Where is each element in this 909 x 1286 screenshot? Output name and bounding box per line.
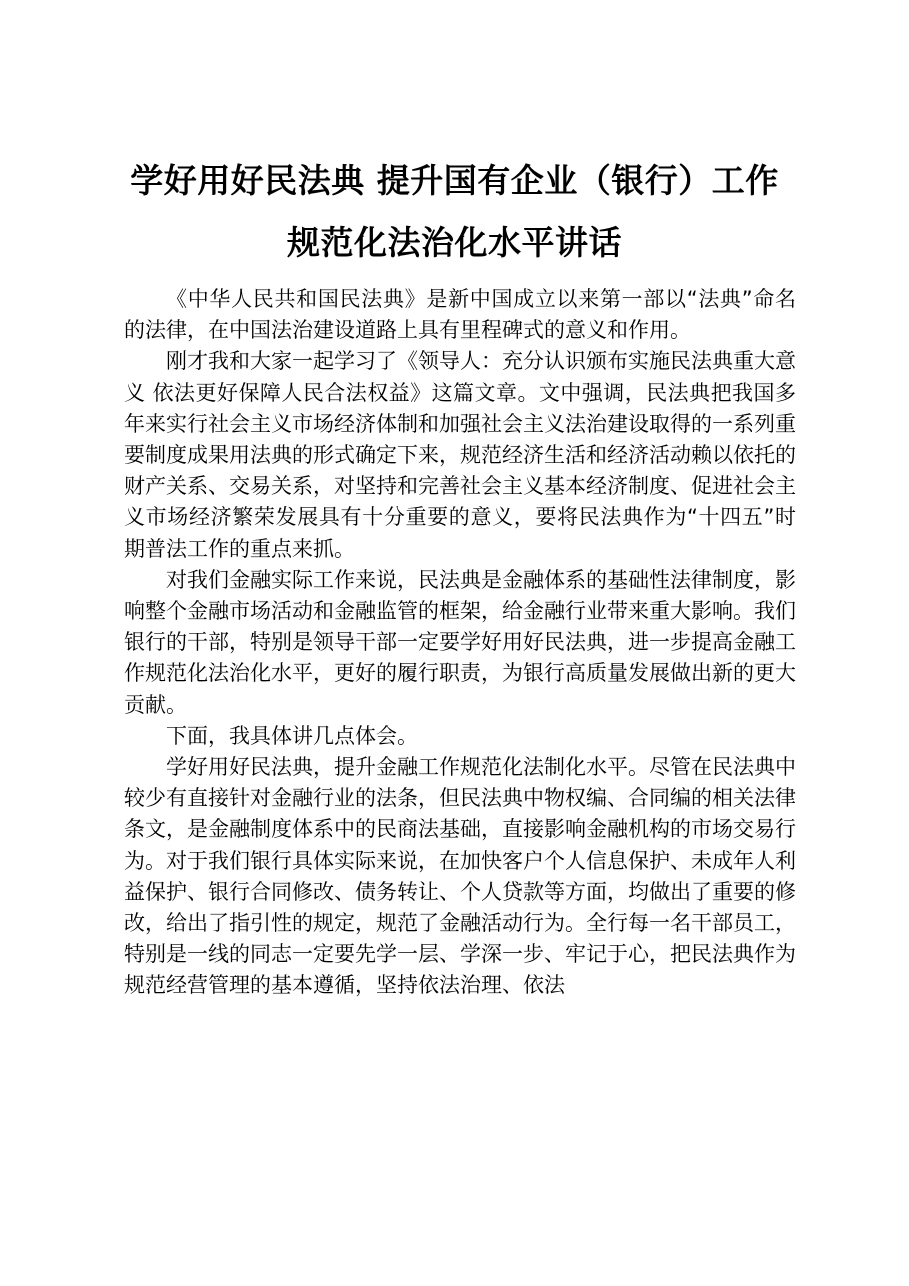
paragraph-3: 对我们金融实际工作来说，民法典是金融体系的基础性法律制度，影响整个金融市场活动和金融监管的框架，给金融行业带来重大影响。我们银行的干部，特别是领导干部一定要学好用好民法典，进一步提高金融工作规范化法治化水平，更好的履行职责，为银行高质量发展做出新的更大贡献。 [124, 567, 796, 717]
title-line-2: 规范化法治化水平讲话 [287, 223, 622, 262]
document-title [0, 150, 909, 274]
paragraph-2: 刚才我和大家一起学习了《领导人：充分认识颁布实施民法典重大意义 依法更好保障人民合法权益》这篇文章。文中强调，民法典把我国多年来实行社会主义市场经济体制和加强社会主义法治建设取得的一系列重要制度成果用法典的形式确定下来，规范经济生活和经济活动赖以依托的财产关系、交易关系，对坚持和完善社会主义基本经济制度、促进社会主义市场经济繁荣发展具有十分重要的意义，要将民法典作为“十四五”时期普法工作的重点来抓。 [124, 349, 796, 561]
document-body [124, 284, 796, 1002]
paragraph-5: 学好用好民法典，提升金融工作规范化法制化水平。尽管在民法典中较少有直接针对金融行业的法条，但民法典中物权编、合同编的相关法律条文，是金融制度体系中的民商法基础，直接影响金融机构的市场交易行为。对于我们银行具体实际来说，在加快客户个人信息保护、未成年人利益保护、银行合同修改、债务转让、个人贷款等方面，均做出了重要的修改，给出了指引性的规定，规范了金融活动行为。全行每一名干部员工，特别是一线的同志一定要先学一层、学深一步、牢记于心，把民法典作为规范经营管理的基本遵循，坚持依法治理、依法 [124, 755, 796, 998]
paragraph-1: 《中华人民共和国民法典》是新中国成立以来第一部以“法典”命名的法律，在中国法治建设道路上具有里程碑式的意义和作用。 [124, 287, 796, 343]
paragraph-4: 下面，我具体讲几点体会。 [166, 723, 418, 748]
title-line-1: 学好用好民法典 提升国有企业（银行）工作 [130, 161, 779, 200]
